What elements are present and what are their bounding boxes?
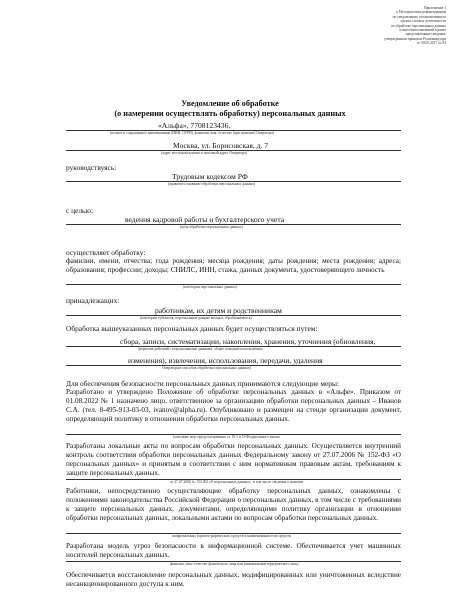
categories-caption: (категории персональных данных) [183, 285, 238, 289]
security-intro: Для обеспечения безопасности персональных данных принимаются следующие меры: [66, 379, 340, 388]
security-measure-3: Работники, непосредственно осуществляющие обработку персональных данных, ознакомлены с положениями законодательства Российской Федерации о персональных данных, в том числе с требованиями к защите персональных данных, документами, определяющими политику организации в отношении обработки персональных данных, локальными актами по вопросам обработки персональных данных. [66, 487, 401, 522]
purpose-caption: (цель обработки персональных данных) [180, 225, 243, 229]
appendix-note-line: и внесении изменений в ранее [399, 28, 446, 33]
appendix-note-line: органа о начале деятельности [400, 19, 446, 24]
measure-caption-3: шифровальных (криптографических) средств и наименования этих средств; [172, 534, 292, 538]
subjects-caption: (категории субъектов, персональные данные которых обрабатываются) [140, 316, 252, 320]
security-measure-2: Разработаны локальные акты по вопросам обработки персональных данных. Осуществляется внутренний контроль соответствия обработки персональных данных Федеральному закону от 27.07.2006 № 152-ФЗ «О персональных данных» и принятым в соответствии с ним нормативным правовым актам, требованиям к защите персональных данных. [66, 442, 401, 477]
processing-purpose: ведения кадровой работы и бухгалтерского учета [125, 215, 285, 224]
legal-basis: Трудовым кодексом РФ [172, 172, 248, 181]
belonging-label: принадлежащих: [66, 296, 120, 305]
appendix-note-line: по обработке персональных данных [390, 23, 446, 28]
measure-caption-1: (описание мер, предусмотренных ст. 18.1 и 19 Федерального закона [173, 435, 280, 439]
guided-label: руководствуясь: [66, 163, 117, 172]
operator-address: Москва, ул. Борисовская, д. 7 [173, 141, 269, 150]
purpose-label: с целью: [66, 206, 93, 215]
actions-caption-2: Оператором способов обработки персональных данных) [162, 366, 251, 370]
document-subtitle: (о намерении осуществлять обработку) персональных данных [114, 109, 346, 118]
data-categories: фамилии, имени, отчества; года рождения; месяца рождения; даты рождения; места рождения; адреса; образования; профессии; доходы; СНИЛС, ИНН, стажа, данных документа, удостоверяющего личность [66, 257, 401, 274]
security-measure-4: Разработана модель угроз безопасности в информационной системе. Обеспечивается учет машинных носителей персональных данных. [66, 542, 401, 559]
actions-intro: Обработка вышеуказанных персональных данных будет осуществляться путем: [66, 324, 318, 333]
measure-caption-4: фамилия, имя, отчество физического лица или наименование юридического лица, [170, 562, 299, 566]
security-measure-1: Разработано и утверждено Положение об обработке персональных данных в «Альфе». Приказом от 01.08.2022 № 1 назначено лицо, ответственное за организацию обработки персональных данных – Иванов С.А. (тел. 8-495-913-03-03, ivanov@alpha.ru). Опубликовано и размещен на стенде организации документ, определяющий политику в отношении обработки персональных данных. [66, 388, 401, 423]
appendix-note-line: утвержденным приказом Роскомнадзора [384, 36, 446, 41]
appendix-note-line: к Методическим рекомендациям [396, 10, 446, 15]
operator-name: «Альфа», 7708123436, [158, 121, 231, 130]
data-subjects: работникам, их детям и родственникам [155, 306, 282, 315]
address-caption: (адрес местонахождения и почтовый адрес Оператора) [161, 151, 248, 155]
actions-line-2: изменения), извлечения, использования, передачи, удаления [128, 356, 323, 365]
measure-caption-2: от 27.07.2006 № 152-ФЗ «О персональных данных», в том числе сведения о наличии [170, 480, 304, 484]
appendix-note [306, 6, 446, 46]
document-title: Уведомление об обработке [181, 99, 279, 108]
actions-line-1: сбора, записи, систематизации, накопления, хранения, уточнения (обновления, [120, 337, 376, 346]
appendix-note-line: представленные сведения, [405, 32, 446, 37]
security-measure-5: Обеспечивается восстановление персональных данных, модифицированных или уничтоженных вследствие несанкционированного доступа к ним. [66, 571, 401, 588]
appendix-note-line: Приложение 1 [424, 6, 446, 10]
processing-label: осуществляет обработку: [66, 248, 146, 257]
legal-basis-caption: (правовое основание обработки персональных данных) [168, 182, 256, 186]
appendix-note-line: от 30.05.2017 № 94 [416, 41, 446, 46]
operator-name-caption: (полное и сокращенное наименования (ИНН, ОГРН), фамилия, имя, отчество (при наличии) Оператора) [110, 131, 275, 135]
actions-caption-1: (перечень действий с персональными данными, общее описание используемых [138, 347, 263, 351]
appendix-note-line: по уведомлению уполномоченного [392, 14, 446, 19]
